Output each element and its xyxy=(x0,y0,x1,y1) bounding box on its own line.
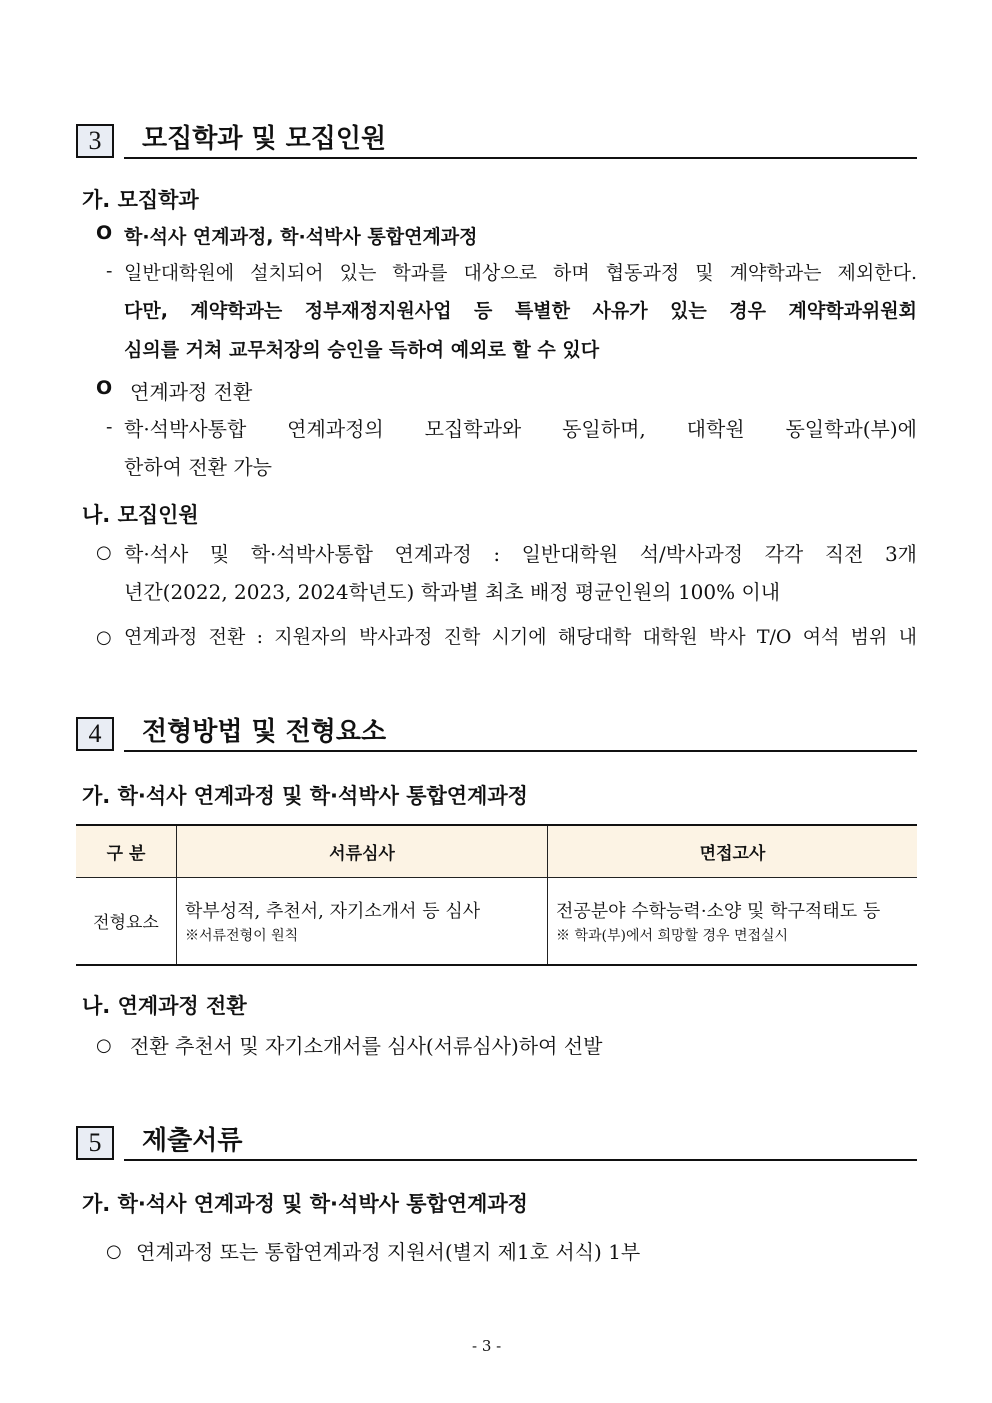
paragraph-line: 한하여 전환 가능 xyxy=(124,455,272,479)
dash-marker: - xyxy=(106,260,113,282)
bullet-marker: ○ xyxy=(96,1035,112,1056)
table-row-label: 전형요소 xyxy=(76,877,177,965)
section-title: 제출서류 xyxy=(142,1126,243,1156)
table-row xyxy=(76,877,917,965)
paragraph-line: 다만, 계약학과는 정부재정지원사업 등 특별한 사유가 있는 경우 계약학과위원회 xyxy=(124,300,917,322)
bullet-marker: ○ xyxy=(96,627,112,648)
subsection-heading: 가. 학·석사 연계과정 및 학·석박사 통합연계과정 xyxy=(82,1192,528,1216)
cell-note-text: ※ 학과(부)에서 희망할 경우 면접실시 xyxy=(556,927,789,944)
cell-main-text: 학부성적, 추천서, 자기소개서 등 심사 xyxy=(185,900,481,922)
bullet-text: 학·석사 연계과정, 학·석박사 통합연계과정 xyxy=(124,226,478,248)
section-number-box: 3 xyxy=(76,124,114,158)
table-cell xyxy=(548,877,918,965)
paragraph-line: 심의를 거쳐 교무처장의 승인을 득하여 예외로 할 수 있다 xyxy=(124,339,600,361)
bullet-text: 연계과정 전환 : 지원자의 박사과정 진학 시기에 해당대학 대학원 박사 T/O 여석 범위 내 xyxy=(124,626,917,648)
subsection-heading: 나. 모집인원 xyxy=(82,503,199,527)
section-title: 모집학과 및 모집인원 xyxy=(142,124,387,154)
subsection-heading: 나. 연계과정 전환 xyxy=(82,994,247,1018)
section-title: 전형방법 및 전형요소 xyxy=(142,717,387,747)
paragraph-line: 년간(2022, 2023, 2024학년도) 학과별 최초 배정 평균인원의 100% 이내 xyxy=(124,580,781,604)
selection-table xyxy=(76,824,917,966)
table-header-cell: 구 분 xyxy=(76,825,177,877)
subsection-heading: 가. 모집학과 xyxy=(82,188,199,212)
bullet-marker: ○ xyxy=(96,542,112,563)
bullet-marker: O xyxy=(96,222,113,244)
paragraph-line: 일반대학원에 설치되어 있는 학과를 대상으로 하며 협동과정 및 계약학과는 제외한다. xyxy=(124,262,917,284)
section-underline xyxy=(124,750,917,752)
table-header-row xyxy=(76,825,917,877)
subsection-heading: 가. 학·석사 연계과정 및 학·석박사 통합연계과정 xyxy=(82,784,528,808)
table-header-cell: 면접고사 xyxy=(548,825,918,877)
bullet-marker: ○ xyxy=(106,1241,122,1262)
page-number: - 3 - xyxy=(472,1337,502,1355)
cell-main-text: 전공분야 수학능력·소양 및 학구적태도 등 xyxy=(556,900,881,922)
bullet-text: 연계과정 전환 xyxy=(130,380,253,404)
section-number-box: 5 xyxy=(76,1126,114,1160)
cell-note-text: ※서류전형이 원칙 xyxy=(185,927,299,944)
dash-marker: - xyxy=(106,416,113,438)
table-header-cell: 서류심사 xyxy=(177,825,548,877)
paragraph-line: 학·석사 및 학·석박사통합 연계과정 : 일반대학원 석/박사과정 각각 직전 3개 xyxy=(124,542,917,566)
section-number-box: 4 xyxy=(76,717,114,751)
bullet-marker: O xyxy=(96,377,113,399)
paragraph-line: 학·석박사통합 연계과정의 모집학과와 동일하며, 대학원 동일학과(부)에 xyxy=(124,417,917,441)
table-cell xyxy=(177,877,548,965)
section-underline xyxy=(124,157,917,159)
bullet-text: 연계과정 또는 통합연계과정 지원서(별지 제1호 서식) 1부 xyxy=(136,1240,641,1264)
section-underline xyxy=(124,1159,917,1161)
bullet-text: 전환 추천서 및 자기소개서를 심사(서류심사)하여 선발 xyxy=(130,1034,603,1058)
